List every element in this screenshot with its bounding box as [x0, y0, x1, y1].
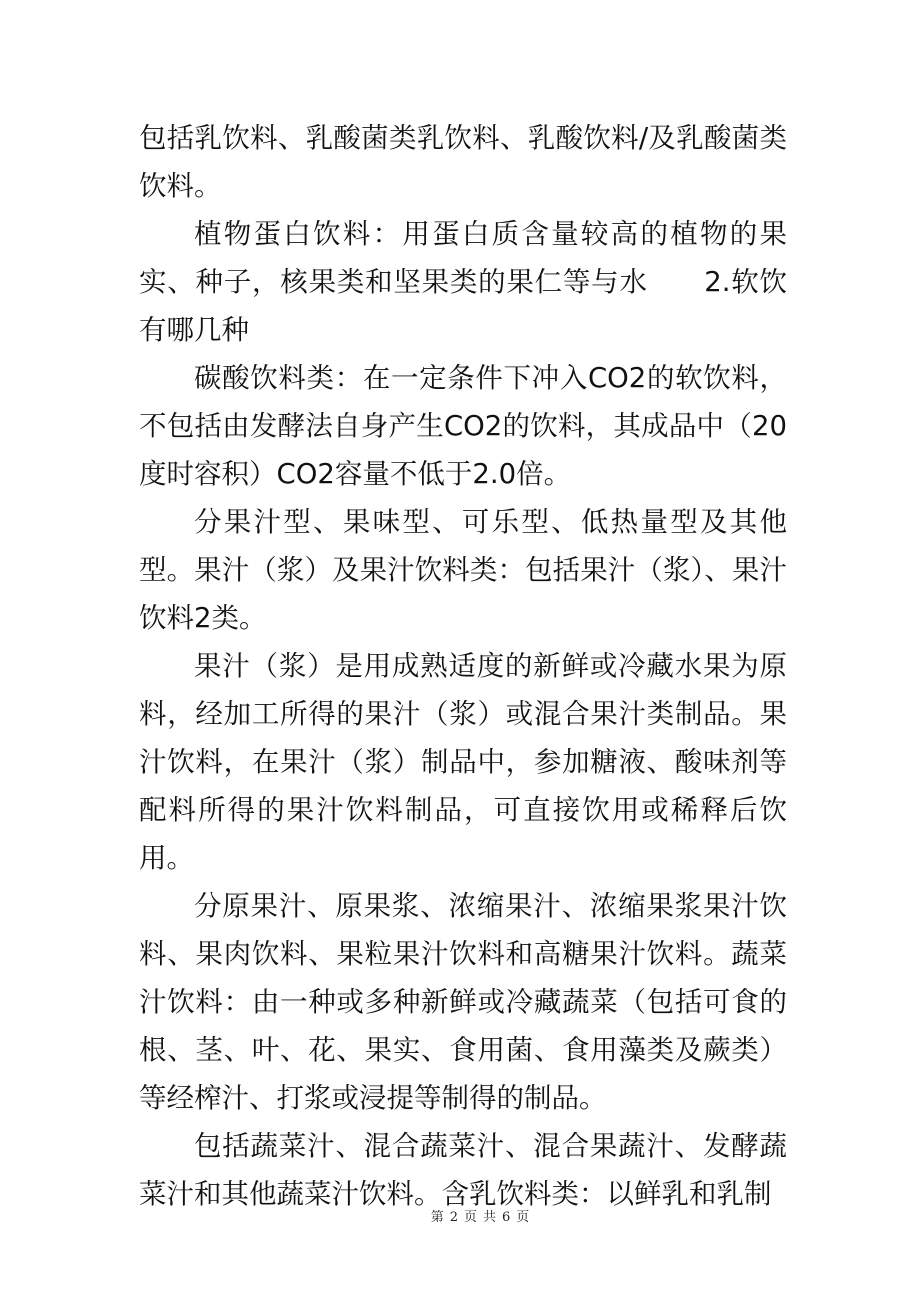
- paragraph-3: 碳酸饮料类：在一定条件下冲入CO2的软饮料，不包括由发酵法自身产生CO2的饮料，其成品中（20度时容积）CO2容量不低于2.0倍。: [139, 362, 787, 490]
- paragraph-2: 植物蛋白饮料：用蛋白质含量较高的植物的果实、种子，核果类和坚果类的果仁等与水 2.软饮有哪几种: [139, 218, 787, 346]
- footer-suffix: 页: [516, 1210, 530, 1225]
- footer-total-pages: 6: [502, 1210, 511, 1225]
- paragraph-4: 分果汁型、果味型、可乐型、低热量型及其他型。果汁（浆）及果汁饮料类：包括果汁（浆）、果汁饮料2类。: [139, 506, 787, 634]
- paragraph-6: 分原果汁、原果浆、浓缩果汁、浓缩果浆果汁饮料、果肉饮料、果粒果汁饮料和高糖果汁饮料。蔬菜汁饮料：由一种或多种新鲜或冷藏蔬菜（包括可食的根、茎、叶、花、果实、食用菌、食用藻类及蕨类）等经榨汁、打浆或浸提等制得的制品。: [139, 890, 787, 1114]
- paragraph-5: 果汁（浆）是用成熟适度的新鲜或冷藏水果为原料，经加工所得的果汁（浆）或混合果汁类制品。果汁饮料，在果汁（浆）制品中，参加糖液、酸味剂等配料所得的果汁饮料制品，可直接饮用或稀释后饮用。: [139, 650, 787, 874]
- paragraph-7: 包括蔬菜汁、混合蔬菜汁、混合果蔬汁、发酵蔬菜汁和其他蔬菜汁饮料。含乳饮料类：以鲜乳和乳制: [139, 1130, 787, 1210]
- footer-page-word: 页: [463, 1210, 477, 1225]
- footer-current-page: 2: [449, 1210, 458, 1225]
- footer-prefix: 第: [430, 1210, 444, 1225]
- paragraph-1: 包括乳饮料、乳酸菌类乳饮料、乳酸饮料/及乳酸菌类饮料。: [139, 122, 787, 202]
- document-body: [139, 114, 787, 1218]
- footer-total-prefix: 共: [483, 1210, 497, 1225]
- page-footer: [0, 1206, 920, 1225]
